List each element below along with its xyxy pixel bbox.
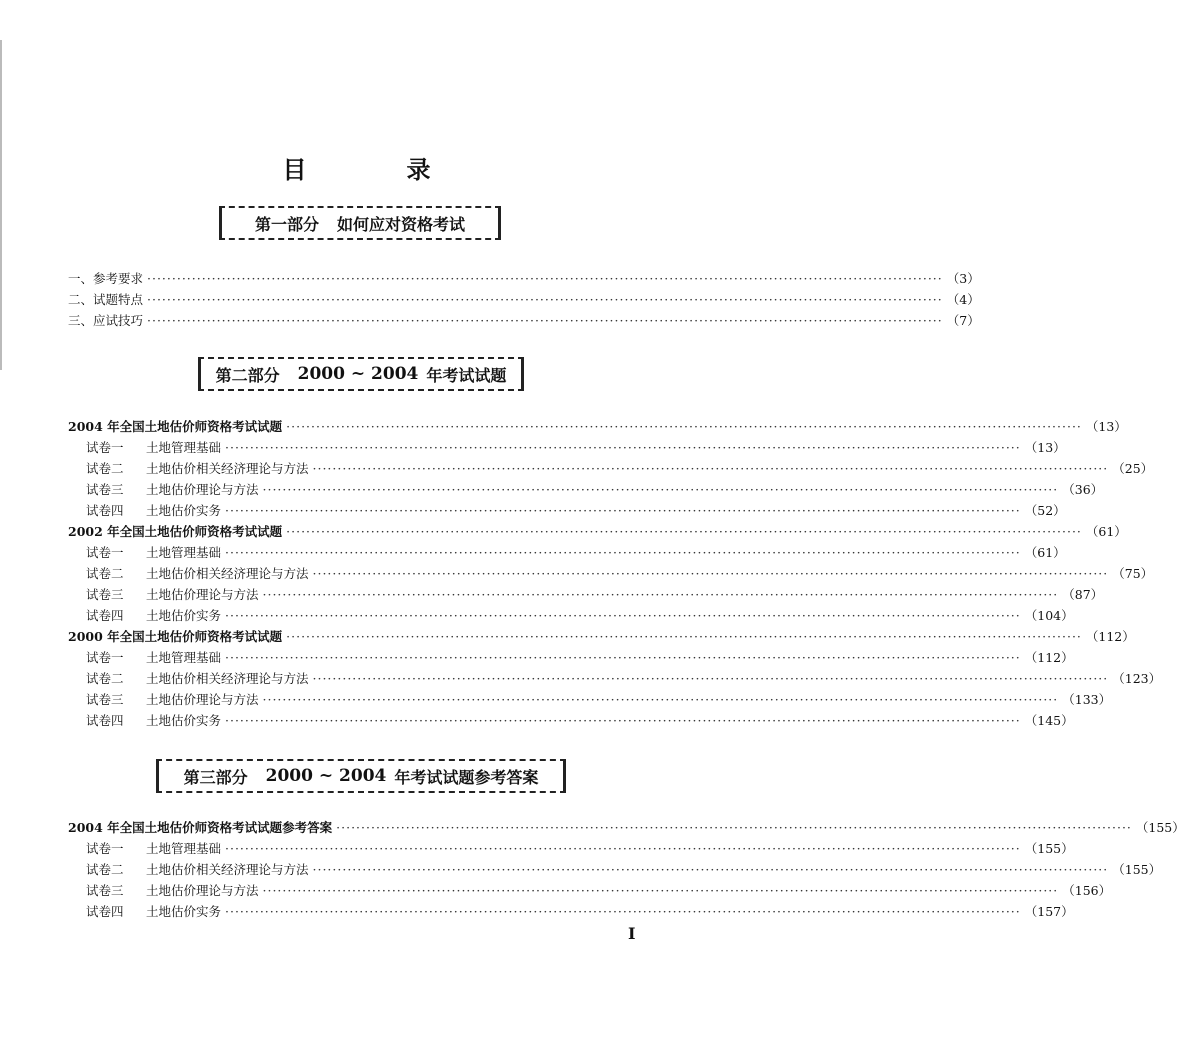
toc-row[interactable] <box>86 606 1074 626</box>
paper-title: 土地估价理论与方法 <box>146 587 259 602</box>
paper-number: 试卷一 <box>86 545 124 560</box>
toc-row[interactable] <box>68 818 1185 838</box>
paper-number: 试卷四 <box>86 503 124 518</box>
toc-page-number: （7） <box>946 313 980 328</box>
toc-row[interactable] <box>68 311 980 331</box>
dot-leader: ································································································································································ <box>262 883 1059 898</box>
toc-entry-label <box>86 501 221 521</box>
toc-group-heading: 2000 年全国土地估价师资格考试试题 <box>68 629 283 644</box>
part-2-banner <box>198 357 524 391</box>
toc-page-number: （155） <box>1135 820 1185 835</box>
paper-title: 土地管理基础 <box>146 545 222 560</box>
page-title: 目 录 <box>282 156 469 184</box>
paper-number: 试卷二 <box>86 862 124 877</box>
toc-row[interactable] <box>86 839 1074 859</box>
toc-row[interactable] <box>68 290 980 310</box>
part-1-name: 如何应对资格考试 <box>337 214 466 234</box>
toc-entry-label <box>86 839 221 859</box>
toc-page-number: （52） <box>1024 503 1066 518</box>
paper-title: 土地估价实务 <box>146 904 222 919</box>
toc-page-number: （123） <box>1112 671 1162 686</box>
dot-leader: ································································································································································ <box>262 587 1059 602</box>
part-2-name: 年考试试题 <box>426 365 507 385</box>
toc-entry-label <box>86 438 221 458</box>
toc-row[interactable] <box>86 881 1112 901</box>
toc-page-number: （61） <box>1024 545 1066 560</box>
toc-page-number: （25） <box>1112 461 1154 476</box>
toc-entry-label <box>86 902 221 922</box>
paper-title: 土地估价理论与方法 <box>146 692 259 707</box>
part-2-years: 2000 ~ 2004 <box>297 364 419 384</box>
toc-page-number: （3） <box>946 271 980 286</box>
dot-leader: ································································································································································ <box>225 503 1021 518</box>
paper-number: 试卷三 <box>86 587 124 602</box>
toc-page-number: （36） <box>1062 482 1104 497</box>
dot-leader: ································································································································································ <box>312 566 1109 581</box>
page-marker: I <box>628 924 636 943</box>
toc-entry-label <box>86 648 221 668</box>
dot-leader: ································································································································································ <box>147 313 943 328</box>
dot-leader: ································································································································································ <box>225 545 1021 560</box>
dot-leader: ································································································································································ <box>225 440 1021 455</box>
dot-leader: ································································································································································ <box>147 292 943 307</box>
dot-leader: ································································································································································ <box>225 650 1021 665</box>
toc-row[interactable] <box>86 711 1074 731</box>
toc-page-number: （133） <box>1062 692 1112 707</box>
dot-leader: ································································································································································ <box>147 271 943 286</box>
dot-leader: ································································································································································ <box>286 629 1082 644</box>
dot-leader: ································································································································································ <box>336 820 1132 835</box>
part-3-name: 年考试试题参考答案 <box>394 767 539 787</box>
toc-entry-label <box>86 881 259 901</box>
dot-leader: ································································································································································ <box>286 524 1082 539</box>
toc-entry-label <box>86 606 221 626</box>
dot-leader: ································································································································································ <box>225 608 1021 623</box>
dot-leader: ································································································································································ <box>225 904 1021 919</box>
paper-number: 试卷三 <box>86 482 124 497</box>
paper-title: 土地估价实务 <box>146 608 222 623</box>
dot-leader: ································································································································································ <box>225 713 1021 728</box>
toc-page-number: （155） <box>1112 862 1162 877</box>
paper-number: 试卷二 <box>86 461 124 476</box>
paper-number: 试卷一 <box>86 650 124 665</box>
toc-group-heading: 2004 年全国土地估价师资格考试试题 <box>68 419 283 434</box>
paper-title: 土地估价实务 <box>146 713 222 728</box>
paper-number: 试卷四 <box>86 904 124 919</box>
toc-page-number: （155） <box>1024 841 1074 856</box>
part-1-label: 第一部分 <box>254 214 319 234</box>
paper-number: 试卷二 <box>86 671 124 686</box>
toc-page-number: （13） <box>1024 440 1066 455</box>
toc-row[interactable] <box>86 669 1162 689</box>
toc-row[interactable] <box>86 564 1154 584</box>
paper-number: 试卷三 <box>86 883 124 898</box>
toc-row[interactable] <box>86 648 1074 668</box>
paper-title: 土地管理基础 <box>146 440 222 455</box>
toc-row[interactable] <box>68 627 1135 647</box>
toc-page-number: （61） <box>1085 524 1127 539</box>
toc-page-number: （87） <box>1062 587 1104 602</box>
paper-number: 试卷一 <box>86 440 124 455</box>
paper-title: 土地估价相关经济理论与方法 <box>146 671 309 686</box>
paper-title: 土地估价相关经济理论与方法 <box>146 566 309 581</box>
paper-number: 试卷一 <box>86 841 124 856</box>
toc-entry-label <box>86 860 309 880</box>
toc-row[interactable] <box>68 522 1127 542</box>
toc-entry-label <box>86 459 309 479</box>
toc-entry-label: 二、试题特点 <box>68 292 144 307</box>
scan-edge-line <box>0 40 2 370</box>
dot-leader: ································································································································································ <box>262 482 1059 497</box>
toc-page-number: （104） <box>1024 608 1074 623</box>
toc-row[interactable] <box>86 585 1104 605</box>
toc-entry-label <box>86 585 259 605</box>
part-3-years: 2000 ~ 2004 <box>265 766 387 786</box>
toc-page-number: （75） <box>1112 566 1154 581</box>
toc-row[interactable] <box>68 269 980 289</box>
toc-group-heading: 2004 年全国土地估价师资格考试试题参考答案 <box>68 820 333 835</box>
dot-leader: ································································································································································ <box>312 461 1109 476</box>
toc-entry-label <box>86 564 309 584</box>
paper-number: 试卷二 <box>86 566 124 581</box>
paper-title: 土地估价实务 <box>146 503 222 518</box>
paper-title: 土地估价相关经济理论与方法 <box>146 862 309 877</box>
paper-number: 试卷四 <box>86 713 124 728</box>
dot-leader: ································································································································································ <box>312 671 1109 686</box>
paper-number: 试卷四 <box>86 608 124 623</box>
toc-entry-label <box>86 480 259 500</box>
toc-page-number: （157） <box>1024 904 1074 919</box>
toc-entry-label <box>86 543 221 563</box>
toc-row[interactable] <box>86 690 1112 710</box>
toc-page-number: （112） <box>1024 650 1074 665</box>
toc-row[interactable] <box>86 543 1066 563</box>
toc-row[interactable] <box>86 459 1154 479</box>
dot-leader: ································································································································································ <box>286 419 1082 434</box>
toc-row[interactable] <box>86 501 1066 521</box>
toc-entry-label <box>86 690 259 710</box>
dot-leader: ································································································································································ <box>312 862 1109 877</box>
toc-entry-label <box>86 669 309 689</box>
toc-page-number: （145） <box>1024 713 1074 728</box>
toc-row[interactable] <box>86 438 1066 458</box>
toc-row[interactable] <box>86 860 1162 880</box>
dot-leader: ································································································································································ <box>262 692 1059 707</box>
paper-number: 试卷三 <box>86 692 124 707</box>
dot-leader: ································································································································································ <box>225 841 1021 856</box>
part-2-label: 第二部分 <box>215 365 280 385</box>
toc-page-number: （4） <box>946 292 980 307</box>
toc-page-number: （156） <box>1062 883 1112 898</box>
toc-page-number: （112） <box>1085 629 1135 644</box>
toc-row[interactable] <box>86 480 1104 500</box>
toc-entry-label: 一、参考要求 <box>68 271 144 286</box>
toc-entry-label <box>86 711 221 731</box>
part-3-banner <box>156 759 566 793</box>
toc-group-heading: 2002 年全国土地估价师资格考试试题 <box>68 524 283 539</box>
toc-row[interactable] <box>86 902 1074 922</box>
toc-page-number: （13） <box>1085 419 1127 434</box>
toc-entry-label: 三、应试技巧 <box>68 313 144 328</box>
paper-title: 土地管理基础 <box>146 841 222 856</box>
paper-title: 土地估价理论与方法 <box>146 482 259 497</box>
toc-row[interactable] <box>68 417 1127 437</box>
paper-title: 土地管理基础 <box>146 650 222 665</box>
paper-title: 土地估价理论与方法 <box>146 883 259 898</box>
part-3-label: 第三部分 <box>183 767 248 787</box>
paper-title: 土地估价相关经济理论与方法 <box>146 461 309 476</box>
part-1-banner <box>219 206 501 240</box>
